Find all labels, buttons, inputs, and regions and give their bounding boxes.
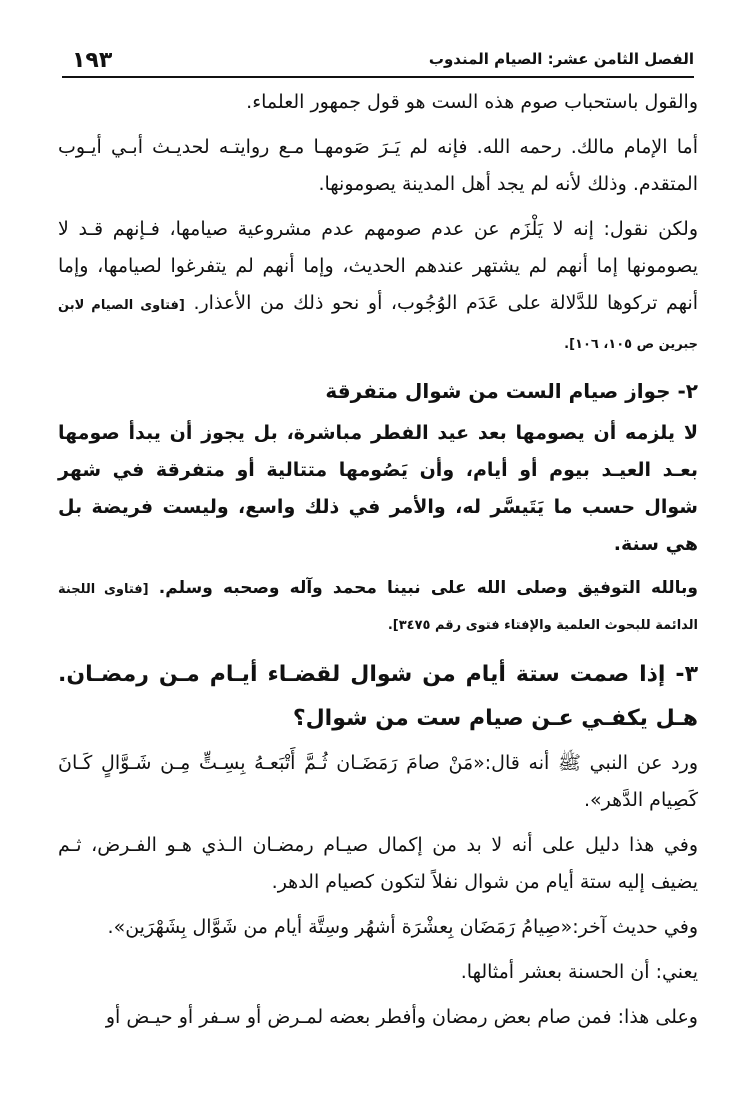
- section-heading-3: ٣- إذا صمت ستة أيام من شوال لقضـاء أيـام مـن رمضـان. هـل يكفـي عـن صيام ست من شوال؟: [58, 662, 698, 731]
- paragraph-5-text: وبالله التوفيق وصلى الله على نبينا محمد وآله وصحبه وسلم.: [158, 578, 698, 598]
- paragraph-9: يعني: أن الحسنة بعشر أمثالها.: [460, 961, 698, 983]
- paragraph-6: ورد عن النبي ﷺ أنه قال:«مَنْ صامَ رَمَضَـان ثُـمَّ أَتْبَعـهُ بِسِـتٍّ مِـن شَـوَّالٍ كَـانَ كَصِيام الدَّهر».: [58, 752, 698, 811]
- paragraph-1: والقول باستحباب صوم هذه الست هو قول جمهور العلماء.: [246, 91, 698, 113]
- page-header: [62, 40, 694, 78]
- paragraph-3: [58, 211, 698, 363]
- paragraph-5: [58, 571, 698, 643]
- running-head: الفصل الثامن عشر: الصيام المندوب: [428, 50, 694, 68]
- paragraph-8: وفي حديث آخر:«صِيامُ رَمَضَان بِعشْرَة أشهُر وسِتَّة أيام من شَوَّال بِشَهْرَين».: [107, 916, 698, 938]
- paragraph-3-text: ولكن نقول: إنه لا يَلْزَم عن عدم صومهم عدم مشروعية صيامها، فـإنهم قـد لا يصومونها إما أنهم لم يشتهر عندهم الحديث، وإما أنهم لم يتفرغوا لصيامها، وإما أنهم تركوها للدَّلالة على عَدَم الوُجُوب، أو نحو ذلك من الأعذار.: [58, 218, 699, 314]
- body-text: [58, 84, 698, 1044]
- paragraph-2: أما الإمام مالك. رحمه الله. فإنه لم يَـرَ صَومهـا مـع روايتـه لحديـث أبـي أيـوب المتقدم. وذلك لأنه لم يجد أهل المدينة يصومونها.: [58, 136, 698, 195]
- paragraph-3-citation: [فتاوى الصيام لابن جبرين ص ١٠٥، ١٠٦].: [58, 298, 698, 352]
- paragraph-10: وعلى هذا: فمن صام بعض رمضان وأفطر بعضه لمـرض أو سـفر أو حيـض أو: [105, 1006, 698, 1028]
- page-number: ١٩٣: [72, 48, 113, 73]
- paragraph-5-citation: [فتاوى اللجنة الدائمة للبحوث العلمية والإفتاء فتوى رقم ٣٤٧٥].: [58, 582, 698, 633]
- paragraph-7: وفي هذا دليل على أنه لا بد من إكمال صيـام رمضـان الـذي هـو الفـرض، ثـم يضيف إليه ستة أيام من شوال نفلاً لتكون كصيام الدهر.: [58, 834, 698, 893]
- paragraph-4: لا يلزمه أن يصومها بعد عيد الفطر مباشرة، بل يجوز أن يبدأ صومها بعـد العيـد بيوم أو أيام، وأن يَصُومها متتالية أو متفرقة في شهر شوال حسب ما يَتَيسَّر له، والأمر في ذلك واسع، وليست فريضة بل هي سنة.: [58, 422, 698, 555]
- section-heading-2: ٢- جواز صيام الست من شوال متفرقة: [325, 379, 698, 403]
